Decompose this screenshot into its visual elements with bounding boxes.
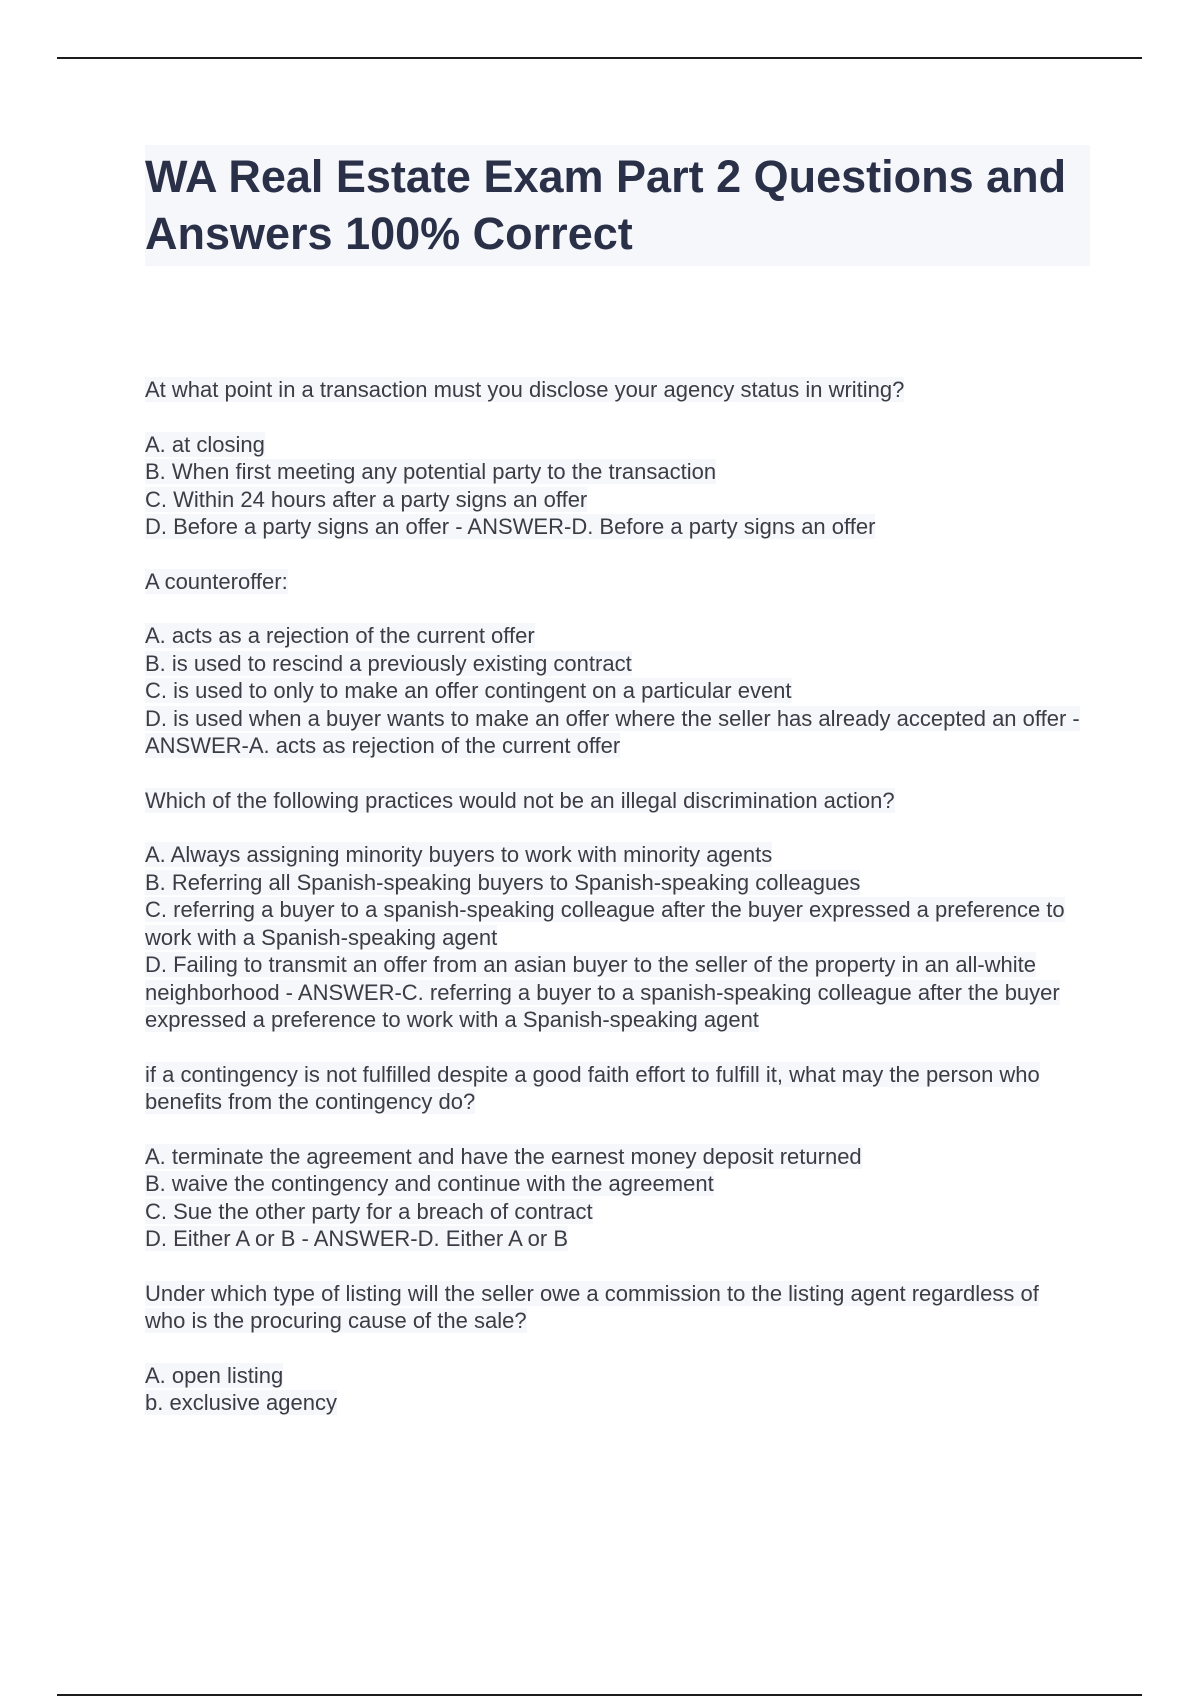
question-text (145, 1061, 1085, 1116)
question-text (145, 376, 1085, 404)
answer-option (145, 841, 1085, 869)
answer-option (145, 1225, 1085, 1253)
question-text-span: A counteroffer: (145, 568, 288, 594)
answer-option-text: B. When first meeting any potential party to the transaction (145, 459, 717, 484)
question-block (145, 1061, 1090, 1253)
answer-option (145, 1389, 1085, 1417)
answer-option-text: B. Referring all Spanish-speaking buyers to Spanish-speaking colleagues (145, 869, 861, 895)
question-list (145, 376, 1090, 1417)
answer-option-text: A. terminate the agreement and have the earnest money deposit returned (145, 1143, 862, 1169)
answer-option (145, 1143, 1085, 1171)
answer-option (145, 705, 1085, 760)
answer-option-text: D. Before a party signs an offer - ANSWER-D. Before a party signs an offer (145, 514, 876, 539)
answer-option (145, 896, 1085, 951)
question-block (145, 1280, 1090, 1417)
answer-option-text: C. Sue the other party for a breach of contract (145, 1198, 593, 1224)
answer-option (145, 622, 1085, 650)
answer-option-text: B. waive the contingency and continue with the agreement (145, 1171, 714, 1196)
document-page (145, 145, 1090, 1444)
answer-option (145, 458, 1085, 486)
question-text (145, 1280, 1085, 1335)
answer-option-text: D. Either A or B - ANSWER-D. Either A or B (145, 1226, 569, 1251)
question-text (145, 568, 1085, 596)
answer-option (145, 431, 1085, 459)
question-text-span: Under which type of listing will the seller owe a commission to the listing agent regardless of who is the procuring cause of the sale? (145, 1280, 1039, 1333)
answer-option (145, 951, 1085, 1034)
answer-option (145, 1198, 1085, 1226)
answer-option (145, 650, 1085, 678)
answer-option-text: A. at closing (145, 431, 265, 457)
question-text-span: Which of the following practices would not be an illegal discrimination action? (145, 787, 895, 813)
answer-option-text: B. is used to rescind a previously existing contract (145, 650, 632, 676)
answer-option (145, 677, 1085, 705)
answer-option (145, 1362, 1085, 1390)
page-title: WA Real Estate Exam Part 2 Questions and Answers 100% Correct (145, 151, 1067, 259)
answer-option-text: A. Always assigning minority buyers to work with minority agents (145, 842, 773, 867)
question-block (145, 376, 1090, 541)
answer-option (145, 1170, 1085, 1198)
question-block (145, 787, 1090, 1034)
answer-option-text: D. is used when a buyer wants to make an offer where the seller has already accepted an offer - ANSWER-A. acts as rejection of the current offer (145, 705, 1080, 758)
answer-option-text: C. is used to only to make an offer contingent on a particular event (145, 678, 792, 703)
question-text (145, 787, 1085, 815)
question-text-span: At what point in a transaction must you disclose your agency status in writing? (145, 377, 905, 402)
title-block (145, 145, 1090, 266)
answer-option (145, 869, 1085, 897)
top-rule (57, 57, 1142, 59)
answer-option-text: D. Failing to transmit an offer from an asian buyer to the seller of the property in an all-white neighborhood - ANSWER-C. referring a buyer to a spanish-speaking colleague after the buyer expressed a preference to work with a Spanish-speaking agent (145, 952, 1060, 1032)
answer-option-text: A. open listing (145, 1362, 284, 1388)
answer-option (145, 486, 1085, 514)
answer-option-text: b. exclusive agency (145, 1390, 337, 1415)
answer-option-text: C. Within 24 hours after a party signs an offer (145, 486, 588, 512)
answer-option-text: A. acts as a rejection of the current offer (145, 623, 535, 648)
question-text-span: if a contingency is not fulfilled despite a good faith effort to fulfill it, what may the person who benefits from the contingency do? (145, 1061, 1040, 1114)
question-block (145, 568, 1090, 760)
answer-option-text: C. referring a buyer to a spanish-speaking colleague after the buyer expressed a preference to work with a Spanish-speaking agent (145, 897, 1065, 950)
answer-option (145, 513, 1085, 541)
bottom-rule (57, 1694, 1142, 1696)
